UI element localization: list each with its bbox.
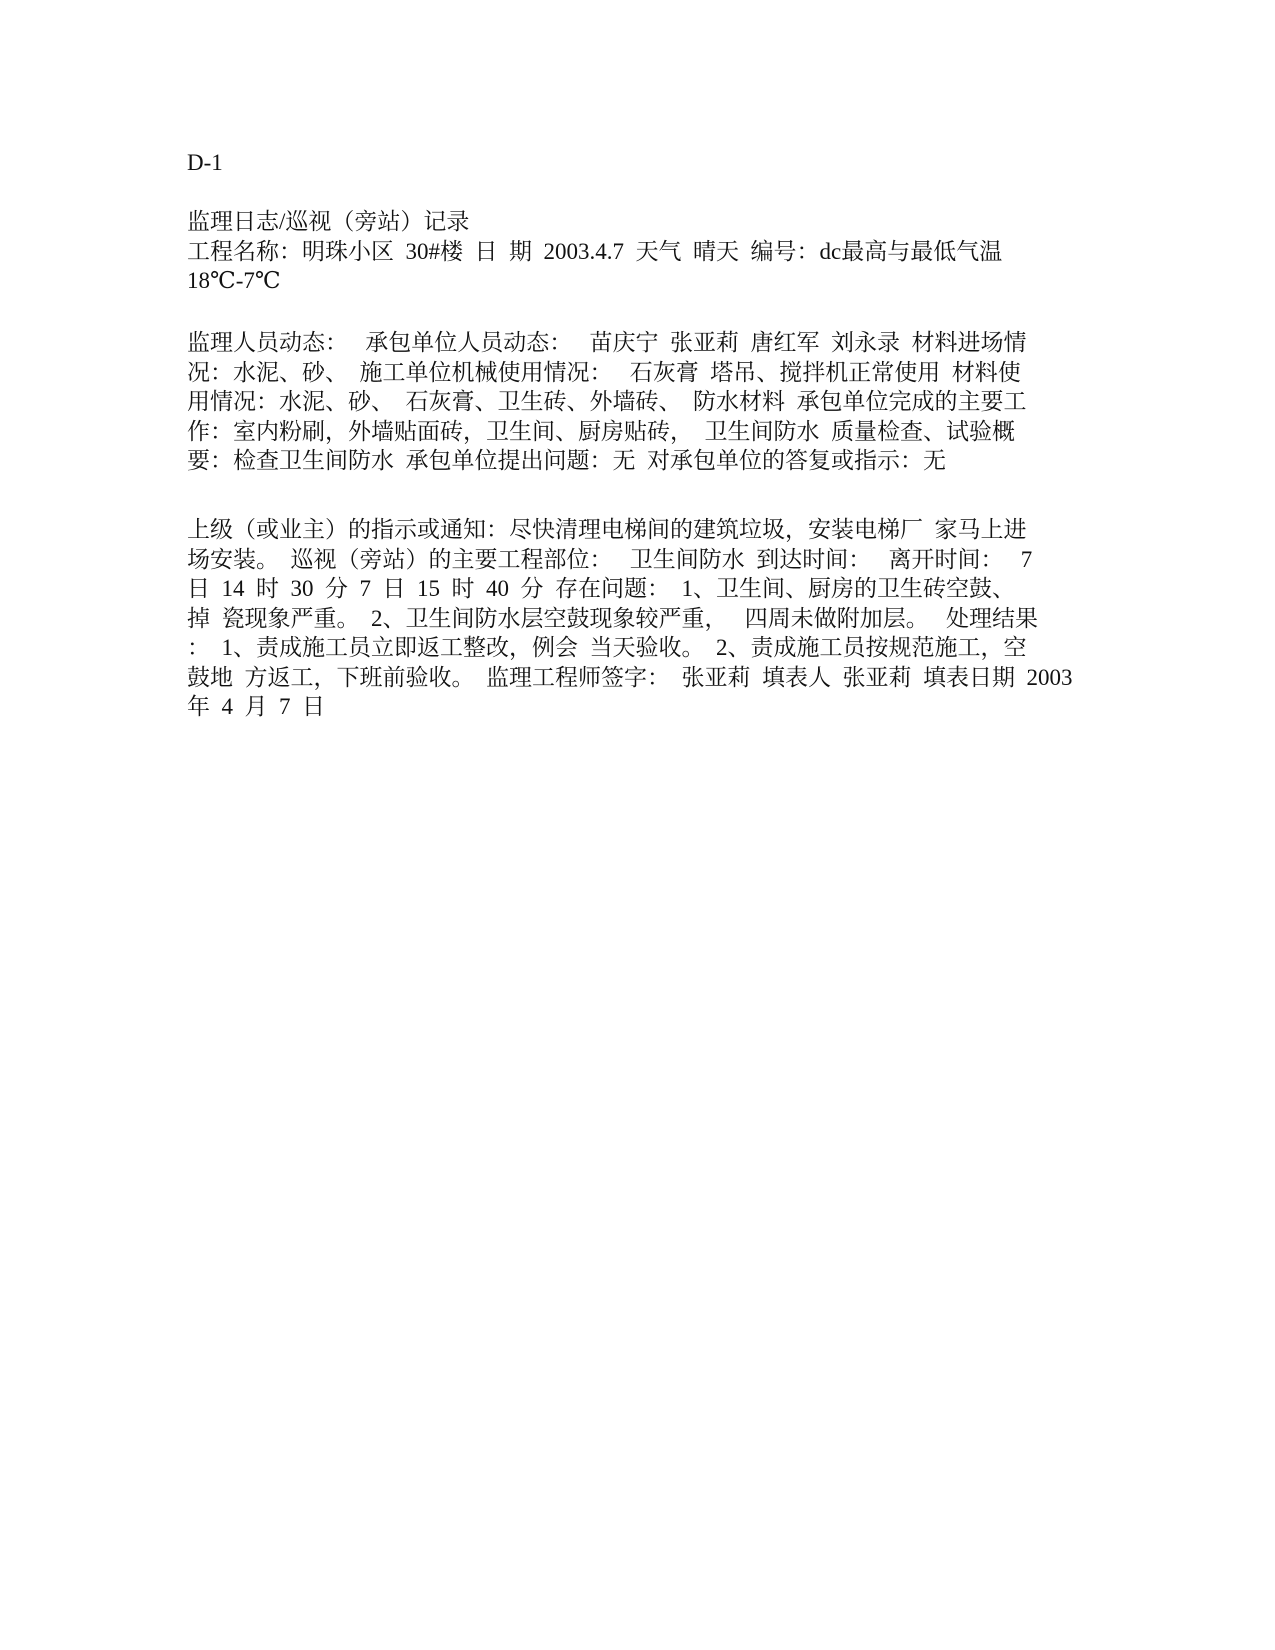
header-block bbox=[187, 207, 1087, 296]
text-line: 作：室内粉刷，外墙贴面砖，卫生间、厨房贴砖， 卫生间防水 质量检查、试验概 bbox=[187, 418, 1015, 444]
text-line: 掉 瓷现象严重。 2、卫生间防水层空鼓现象较严重， 四周未做附加层。 处理结果 bbox=[187, 605, 1038, 631]
instruction-block bbox=[187, 515, 1087, 722]
status-block bbox=[187, 328, 1087, 476]
temperature-line: 18℃-7℃ bbox=[187, 268, 281, 293]
project-info-line: 工程名称：明珠小区 30#楼 日 期 2003.4.7 天气 晴天 编号：dc最高与最低气温 bbox=[187, 238, 1003, 264]
text-line: 日 14 时 30 分 7 日 15 时 40 分 存在问题： 1、卫生间、厨房的卫生砖空鼓、 bbox=[187, 576, 1015, 601]
text-line: 监理人员动态： 承包单位人员动态： 苗庆宁 张亚莉 唐红军 刘永录 材料进场情 bbox=[187, 330, 1027, 355]
text-line: ： 1、责成施工员立即返工整改，例会 当天验收。 2、责成施工员按规范施工，空 bbox=[187, 635, 1027, 660]
date-line: 年 4 月 7 日 bbox=[187, 694, 325, 719]
text-line: 况：水泥、砂、 施工单位机械使用情况： 石灰膏 塔吊、搅拌机正常使用 材料使 bbox=[187, 359, 1021, 385]
text-line: 用情况：水泥、砂、 石灰膏、卫生砖、外墙砖、 防水材料 承包单位完成的主要工 bbox=[187, 389, 1027, 414]
document-code: D-1 bbox=[187, 150, 223, 175]
record-title: 监理日志/巡视（旁站）记录 bbox=[187, 209, 470, 234]
text-line: 要：检查卫生间防水 承包单位提出问题：无 对承包单位的答复或指示：无 bbox=[187, 448, 946, 473]
text-line: 上级（或业主）的指示或通知：尽快清理电梯间的建筑垃圾，安装电梯厂 家马上进 bbox=[187, 517, 1027, 542]
signature-line: 鼓地 方返工，下班前验收。 监理工程师签字： 张亚莉 填表人 张亚莉 填表日期 2003 bbox=[187, 664, 1073, 690]
text-line: 场安装。 巡视（旁站）的主要工程部位： 卫生间防水 到达时间： 离开时间： 7 bbox=[187, 546, 1033, 572]
